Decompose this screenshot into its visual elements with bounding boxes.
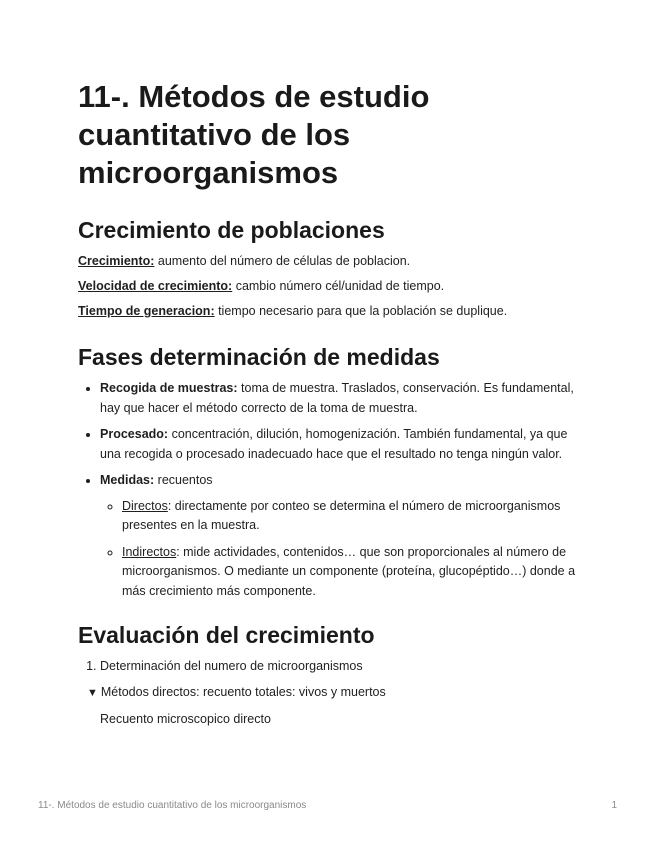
definition-velocidad [78, 277, 578, 296]
subitem-text: : mide actividades, contenidos… que son proporcionales al número de microorganismos. O mediante un componente (proteína, glucopéptido…) donde a más crecimiento más componente. [122, 544, 576, 598]
page-footer [38, 800, 617, 811]
item-text: concentración, dilución, homogenización. También fundamental, ya que una recogida o procesado inadecuado hace que el resultado no tenga ningún valor. [100, 427, 568, 461]
definition-term: Tiempo de generacion: [78, 304, 215, 318]
evaluacion-list [78, 657, 578, 676]
sublist-item [122, 497, 578, 536]
details-content: Recuento microscopico directo [100, 712, 271, 726]
definition-term: Crecimiento: [78, 254, 155, 268]
triangle-down-icon: ▼ [87, 687, 98, 699]
definition-text: cambio número cél/unidad de tiempo. [232, 279, 445, 293]
list-item [100, 471, 578, 601]
details-toggle[interactable] [87, 683, 578, 703]
page-number: 1 [611, 800, 617, 811]
subitem-text: : directamente por conteo se determina el número de microorganismos presentes en la muestra. [122, 498, 561, 532]
footer-title: 11-. Métodos de estudio cuantitativo de los microorganismos [38, 800, 307, 811]
item-term: Medidas: [100, 473, 155, 487]
section-heading-crecimiento: Crecimiento de poblaciones [78, 217, 385, 243]
list-item [100, 425, 578, 464]
item-text: toma de muestra. Traslados, conservación. Es fundamental, hay que hacer el método correcto de la toma de muestra. [100, 381, 574, 415]
list-item [100, 379, 578, 418]
page-title: 11-. Métodos de estudio cuantitativo de los microorganismos [78, 79, 430, 190]
definition-term: Velocidad de crecimiento: [78, 279, 233, 293]
medidas-sublist [100, 497, 578, 602]
item-term: Recogida de muestras: [100, 381, 238, 395]
ordered-item: 1. Determinación del numero de microorganismos [100, 657, 578, 676]
definition-text: tiempo necesario para que la población se duplique. [214, 304, 508, 318]
item-text: recuentos [154, 473, 213, 487]
fases-list [78, 379, 578, 601]
document-page [78, 78, 578, 729]
details-summary: Métodos directos: recuento totales: vivos y muertos [100, 685, 386, 699]
definition-crecimiento [78, 252, 578, 271]
section-heading-fases: Fases determinación de medidas [78, 344, 440, 370]
section-heading-evaluacion: Evaluación del crecimiento [78, 622, 375, 648]
definition-text: aumento del número de células de poblacion. [154, 254, 411, 268]
definition-tiempo [78, 302, 578, 321]
subitem-term: Directos [122, 498, 168, 513]
subitem-term: Indirectos [122, 544, 177, 559]
item-term: Procesado: [100, 427, 169, 441]
sublist-item [122, 543, 578, 602]
